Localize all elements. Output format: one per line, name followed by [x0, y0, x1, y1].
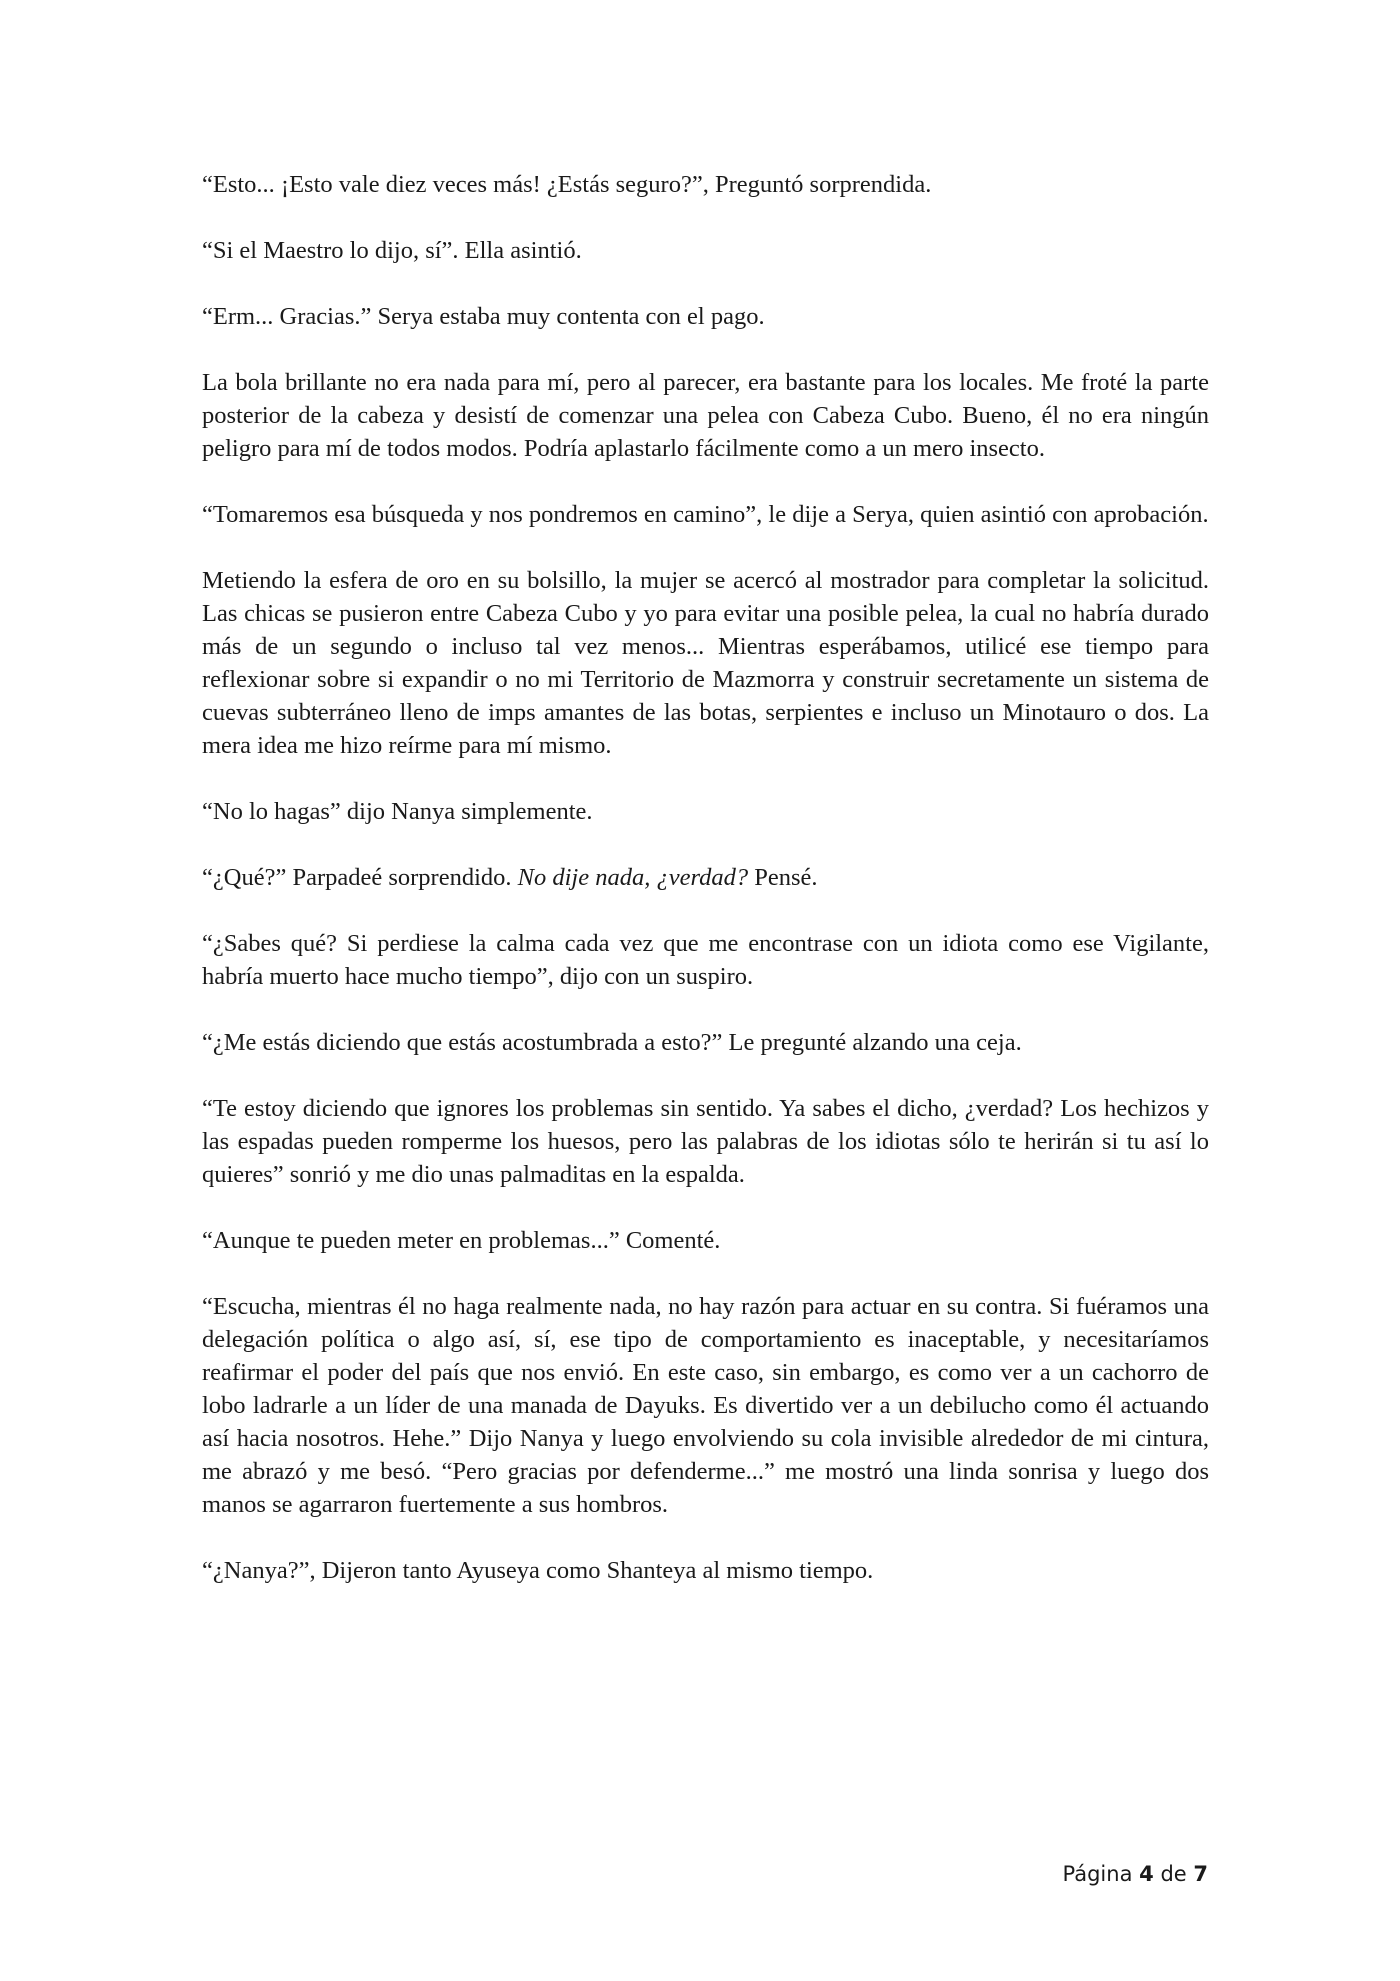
paragraph: La bola brillante no era nada para mí, pero al parecer, era bastante para los locales. Me froté la parte posterior de la cabeza y desistí de comenzar una pelea con Cabeza Cubo. Bueno, él no era ningún peligro para mí de todos modos. Podría aplastarlo fácilmente como a un mero insecto.	[202, 369, 1209, 462]
body-text	[202, 168, 1209, 1587]
of-word: de	[1160, 1862, 1187, 1886]
paragraph: “¿Me estás diciendo que estás acostumbrada a esto?” Le pregunté alzando una ceja.	[202, 1029, 1022, 1056]
italic-thought: No dije nada, ¿verdad?	[517, 864, 749, 891]
paragraph: “Te estoy diciendo que ignores los problemas sin sentido. Ya sabes el dicho, ¿verdad? Los hechizos y las espadas pueden romperme los huesos, pero las palabras de los idiotas sólo te herirán si tu así lo quieres” sonrió y me dio unas palmaditas en la espalda.	[202, 1095, 1209, 1188]
paragraph: “Erm... Gracias.” Serya estaba muy contenta con el pago.	[202, 303, 765, 330]
page-number-footer	[1063, 1862, 1209, 1886]
paragraph	[202, 861, 1209, 894]
paragraph: “No lo hagas” dijo Nanya simplemente.	[202, 798, 593, 825]
paragraph: “Si el Maestro lo dijo, sí”. Ella asintió.	[202, 237, 582, 264]
paragraph: “Tomaremos esa búsqueda y nos pondremos en camino”, le dije a Serya, quien asintió con aprobación.	[202, 501, 1209, 528]
paragraph: “¿Sabes qué? Si perdiese la calma cada vez que me encontrase con un idiota como ese Vigilante, habría muerto hace mucho tiempo”, dijo con un suspiro.	[202, 930, 1209, 990]
paragraph: “Esto... ¡Esto vale diez veces más! ¿Estás seguro?”, Preguntó sorprendida.	[202, 171, 932, 198]
paragraph: “Aunque te pueden meter en problemas...” Comenté.	[202, 1227, 721, 1254]
paragraph: “¿Nanya?”, Dijeron tanto Ayuseya como Shanteya al mismo tiempo.	[202, 1557, 874, 1584]
total-pages-number: 7	[1193, 1862, 1208, 1886]
paragraph-text: “¿Qué?” Parpadeé sorprendido.	[202, 864, 518, 891]
current-page-number: 4	[1139, 1862, 1154, 1886]
paragraph: Metiendo la esfera de oro en su bolsillo, la mujer se acercó al mostrador para completar la solicitud. Las chicas se pusieron entre Cabeza Cubo y yo para evitar una posible pelea, la cual no habría durado más de un segundo o incluso tal vez menos... Mientras esperábamos, utilicé ese tiempo para reflexionar sobre si expandir o no mi Territorio de Mazmorra y construir secretamente un sistema de cuevas subterráneo lleno de imps amantes de las botas, serpientes e incluso un Minotauro o dos. La mera idea me hizo reírme para mí mismo.	[202, 567, 1209, 759]
page-word: Página	[1062, 1862, 1133, 1886]
paragraph-text: Pensé.	[748, 864, 818, 891]
paragraph: “Escucha, mientras él no haga realmente nada, no hay razón para actuar en su contra. Si fuéramos una delegación política o algo así, sí, ese tipo de comportamiento es inaceptable, y necesitaríamos reafirmar el poder del país que nos envió. En este caso, sin embargo, es como ver a un cachorro de lobo ladrarle a un líder de una manada de Dayuks. Es divertido ver a un debilucho como él actuando así hacia nosotros. Hehe.” Dijo Nanya y luego envolviendo su cola invisible alrededor de mi cintura, me abrazó y me besó. “Pero gracias por defenderme...” me mostró una linda sonrisa y luego dos manos se agarraron fuertemente a sus hombros.	[202, 1293, 1209, 1518]
